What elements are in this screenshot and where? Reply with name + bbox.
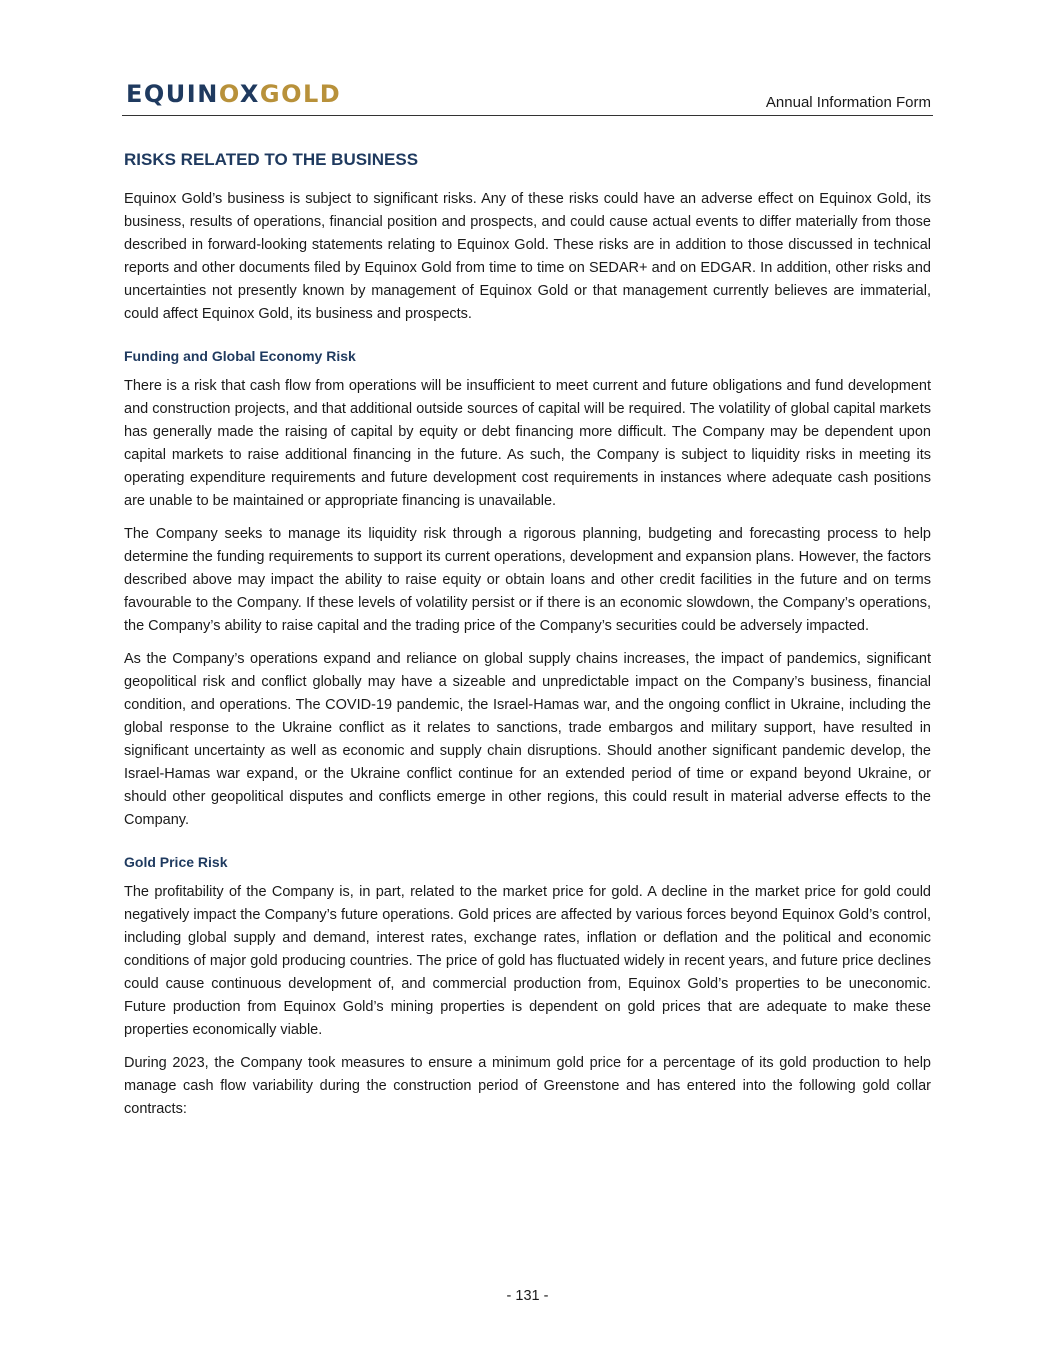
funding-paragraph-3: As the Company’s operations expand and reliance on global supply chains increases, the impact of pandemics, significant geopolitical risk and conflict globally may have a sizeable and unpredictable impact on the Company’s business, financial condition, and operations. The COVID-19 pandemic, the Israel-Hamas war, and the ongoing conflict in Ukraine, including the global response to the Ukraine conflict as it relates to sanctions, trade embargos and military support, have resulted in significant uncertainty as well as economic and supply chain disruptions. Should another significant pandemic develop, the Israel-Hamas war expand, or the Ukraine conflict continue for an extended period of time or expand beyond Ukraine, or should other geopolitical disputes and conflicts emerge in other regions, this could result in material adverse effects to the Company. (124, 651, 931, 828)
gold-price-risk-heading: Gold Price Risk (124, 854, 228, 870)
page-number: - 131 - (506, 1288, 549, 1304)
header-divider (122, 115, 933, 116)
funding-paragraph-2: The Company seeks to manage its liquidity risk through a rigorous planning, budgeting and forecasting process to help determine the funding requirements to support its current operations, development and expansion plans. However, the factors described above may impact the ability to raise equity or obtain loans and other credit facilities in the future and on terms favourable to the Company. If these levels of volatility persist or if there is an economic slowdown, the Company’s operations, the Company’s ability to raise capital and the trading price of the Company’s securities could be adversely impacted. (124, 526, 931, 634)
intro-paragraph: Equinox Gold’s business is subject to significant risks. Any of these risks could have an adverse effect on Equinox Gold, its business, results of operations, financial position and prospects, and could cause actual events to differ materially from those described in forward-looking statements relating to Equinox Gold. These risks are in addition to those discussed in technical reports and other documents filed by Equinox Gold from time to time on SEDAR+ and on EDGAR. In addition, other risks and uncertainties not presently known by management of Equinox Gold or that management currently believes are immaterial, could affect Equinox Gold, its business and prospects. (124, 191, 931, 322)
funding-risk-heading: Funding and Global Economy Risk (124, 348, 356, 364)
gold-paragraph-2: During 2023, the Company took measures to ensure a minimum gold price for a percentage of its gold production to help manage cash flow variability during the construction period of Greenstone and has entered into the following gold collar contracts: (124, 1055, 931, 1117)
funding-paragraph-1: There is a risk that cash flow from operations will be insufficient to meet current and future obligations and fund development and construction projects, and that additional outside sources of capital will be required. The volatility of global capital markets has generally made the raising of capital by equity or debt financing more difficult. The Company may be dependent upon capital markets to raise additional financing in the future. As such, the Company is subject to liquidity risks in meeting its operating expenditure requirements and future development cost requirements in instances where adequate cash positions are unable to be maintained or appropriate financing is unavailable. (124, 378, 931, 509)
document-title: Annual Information Form (765, 94, 931, 111)
page-content (124, 148, 931, 1131)
section-title: RISKS RELATED TO THE BUSINESS (124, 150, 419, 169)
company-logo: EQUINOXGOLD (126, 80, 342, 108)
gold-paragraph-1: The profitability of the Company is, in part, related to the market price for gold. A decline in the market price for gold could negatively impact the Company’s future operations. Gold prices are affected by various forces beyond Equinox Gold’s control, including global supply and demand, interest rates, exchange rates, inflation or deflation and the political and economic conditions of major gold producing countries. The price of gold has fluctuated widely in recent years, and future price declines could cause continuous development of, and commercial production from, Equinox Gold’s properties to be uneconomic. Future production from Equinox Gold’s mining properties is dependent on gold prices that are adequate to make these properties economically viable. (124, 884, 931, 1038)
